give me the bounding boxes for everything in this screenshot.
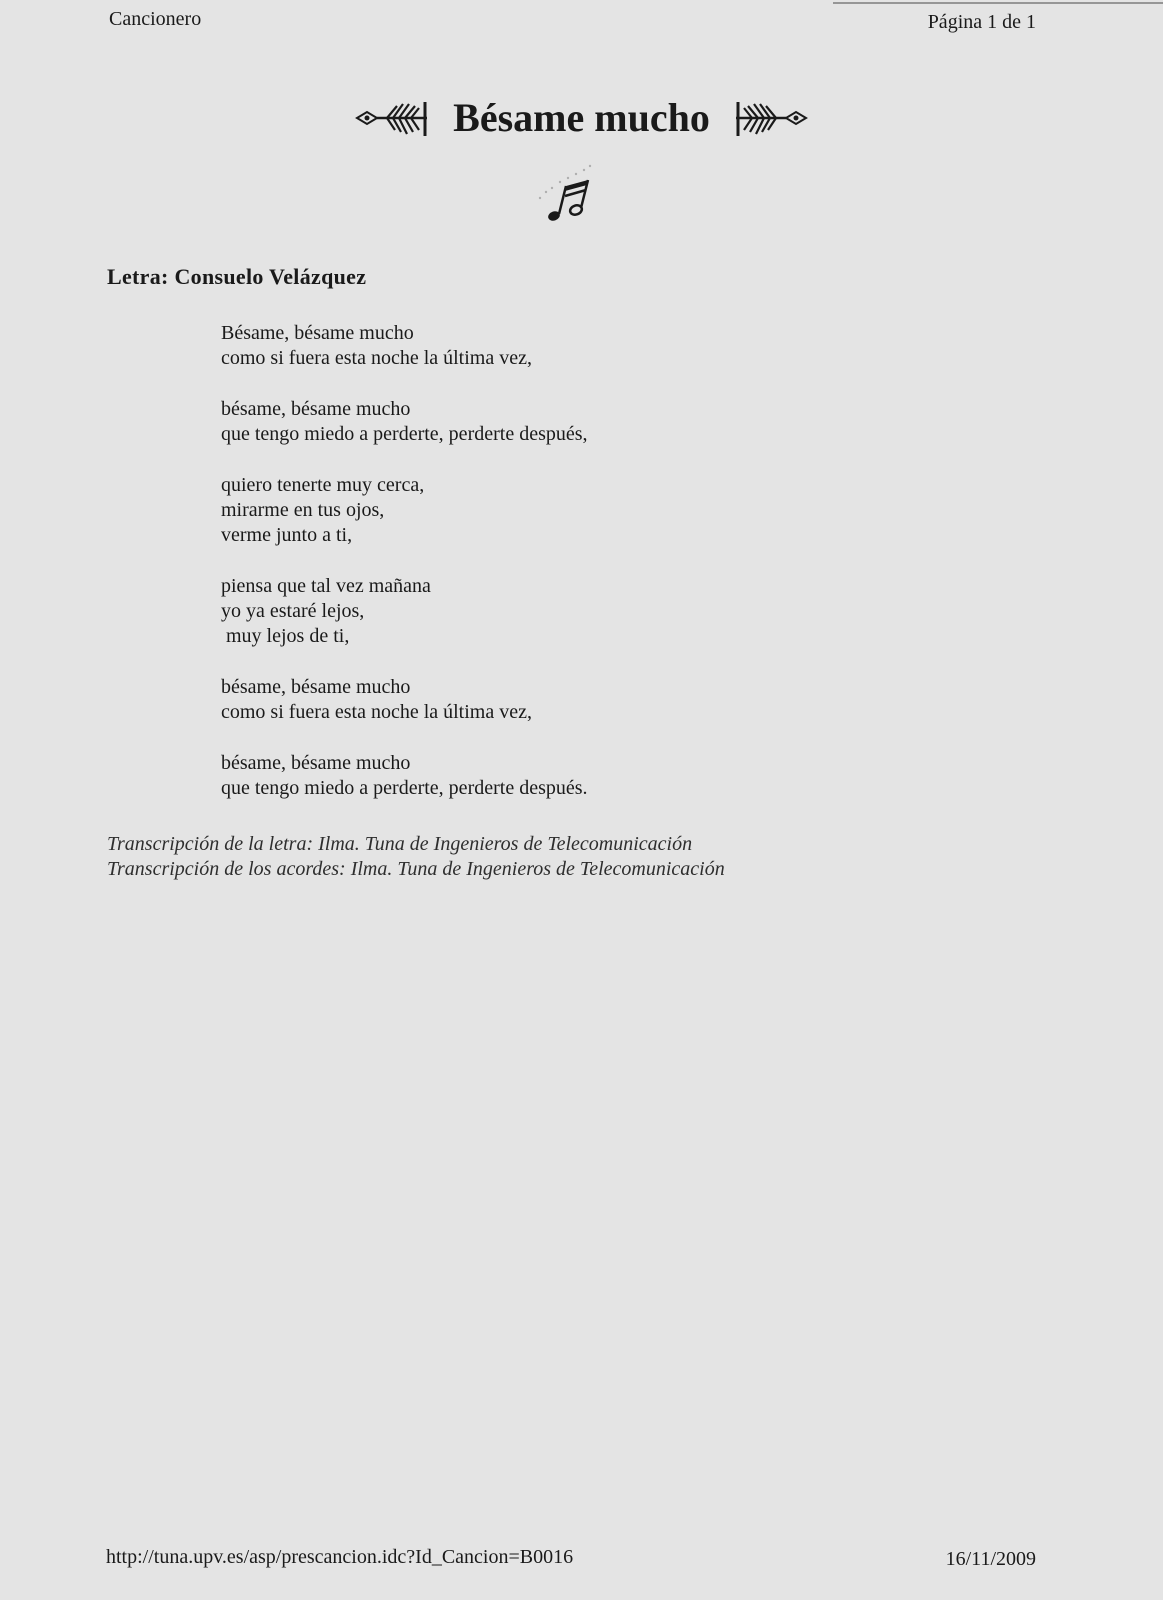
lyric-line: Bésame, bésame mucho — [221, 322, 414, 344]
stanza — [221, 321, 588, 371]
stanza — [221, 397, 588, 447]
song-title: Bésame mucho — [453, 95, 710, 140]
lyric-line: como si fuera esta noche la última vez, — [221, 701, 532, 723]
stanza — [221, 675, 588, 725]
lyric-line: que tengo miedo a perderte, perderte después. — [221, 777, 588, 799]
footer-date: 16/11/2009 — [945, 1548, 1036, 1570]
lyric-line: bésame, bésame mucho — [221, 398, 411, 420]
header-title: Cancionero — [109, 8, 202, 30]
lyric-line: bésame, bésame mucho — [221, 676, 411, 698]
scan-artifact-line — [833, 2, 1163, 4]
music-note-icon — [530, 160, 610, 230]
title-row — [0, 94, 1163, 141]
lyric-line: piensa que tal vez mañana — [221, 575, 431, 597]
fern-ornament-right-icon — [728, 96, 808, 140]
stanza — [221, 574, 588, 649]
chords-credit: Transcripción de los acordes: Ilma. Tuna de Ingenieros de Telecomunicación — [107, 858, 725, 880]
credits — [107, 832, 725, 882]
lyric-line: que tengo miedo a perderte, perderte después, — [221, 423, 588, 445]
lyrics — [221, 321, 588, 827]
fern-ornament-left-icon — [355, 96, 435, 140]
stanza — [221, 473, 588, 548]
lyric-line: verme junto a ti, — [221, 524, 353, 546]
song-author: Letra: Consuelo Velázquez — [107, 264, 367, 289]
lyric-line: bésame, bésame mucho — [221, 752, 411, 774]
lyric-line: mirarme en tus ojos, — [221, 499, 385, 521]
lyric-line: muy lejos de ti, — [221, 625, 350, 647]
page-number: Página 1 de 1 — [927, 11, 1036, 33]
lyrics-credit: Transcripción de la letra: Ilma. Tuna de Ingenieros de Telecomunicación — [107, 833, 693, 855]
lyric-line: como si fuera esta noche la última vez, — [221, 347, 532, 369]
lyric-line: quiero tenerte muy cerca, — [221, 474, 425, 496]
footer-url: http://tuna.upv.es/asp/prescancion.idc?Id_Cancion=B0016 — [106, 1546, 574, 1568]
lyric-line: yo ya estaré lejos, — [221, 600, 365, 622]
stanza — [221, 751, 588, 801]
